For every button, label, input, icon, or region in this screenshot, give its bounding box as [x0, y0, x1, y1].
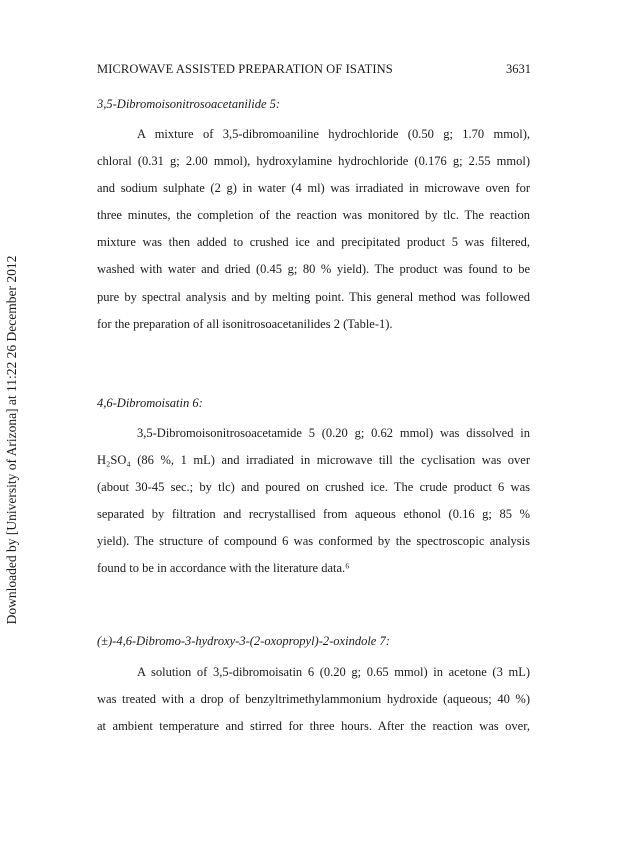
text-line: found to be in accordance with the literature data.⁶ — [97, 561, 350, 576]
running-header — [97, 62, 531, 82]
text-line: chloral (0.31 g; 2.00 mmol), hydroxylamine hydrochloride (0.176 g; 2.55 mmol) — [97, 154, 530, 169]
watermark-text: Downloaded by [University of Arizona] at 11:22 26 December 2012 — [4, 255, 19, 625]
text-line: yield). The structure of compound 6 was conformed by the spectroscopic analysis — [97, 534, 530, 549]
text-line: pure by spectral analysis and by melting point. This general method was followed — [97, 289, 530, 304]
running-title: MICROWAVE ASSISTED PREPARATION OF ISATINS — [97, 62, 393, 76]
paragraph-dibromoisatin — [97, 420, 530, 583]
page-number: 3631 — [506, 62, 531, 76]
download-watermark — [5, 244, 19, 636]
paragraph-hydroxy-oxindole — [97, 659, 530, 740]
section-title-dibromoisatin: 4,6-Dibromoisatin 6: — [97, 396, 203, 410]
text-line: A mixture of 3,5-dibromoaniline hydrochloride (0.50 g; 1.70 mmol), — [137, 127, 530, 141]
text-line: mixture was then added to crushed ice and precipitated product 5 was filtered, — [97, 235, 530, 250]
text-line: and sodium sulphate (2 g) in water (4 ml) was irradiated in microwave oven for — [97, 181, 530, 196]
text-line: 3,5-Dibromoisonitrosoacetamide 5 (0.20 g; 0.62 mmol) was dissolved in — [137, 426, 530, 440]
text-line: H₂SO₄ (86 %, 1 mL) and irradiated in microwave till the cyclisation was over — [97, 453, 530, 468]
text-line: for the preparation of all isonitrosoacetanilides 2 (Table-1). — [97, 316, 393, 331]
section-title-dibromoisonitrosoacetanilide: 3,5-Dibromoisonitrosoacetanilide 5: — [97, 97, 281, 111]
text-line: three minutes, the completion of the reaction was monitored by tlc. The reaction — [97, 208, 530, 223]
text-line: at ambient temperature and stirred for three hours. After the reaction was over, — [97, 719, 530, 734]
text-line: was treated with a drop of benzyltrimethylammonium hydroxide (aqueous; 40 %) — [97, 692, 530, 707]
section-title-hydroxy-oxindole: (±)-4,6-Dibromo-3-hydroxy-3-(2-oxopropyl)-2-oxindole 7: — [97, 634, 390, 648]
text-line: separated by filtration and recrystallised from aqueous ethonol (0.16 g; 85 % — [97, 507, 530, 522]
text-line: (about 30-45 sec.; by tlc) and poured on crushed ice. The crude product 6 was — [97, 480, 530, 495]
text-line: A solution of 3,5-dibromoisatin 6 (0.20 g; 0.65 mmol) in acetone (3 mL) — [137, 665, 530, 679]
text-line: washed with water and dried (0.45 g; 80 % yield). The product was found to be — [97, 262, 530, 277]
paragraph-dibromoisonitrosoacetanilide — [97, 121, 530, 338]
